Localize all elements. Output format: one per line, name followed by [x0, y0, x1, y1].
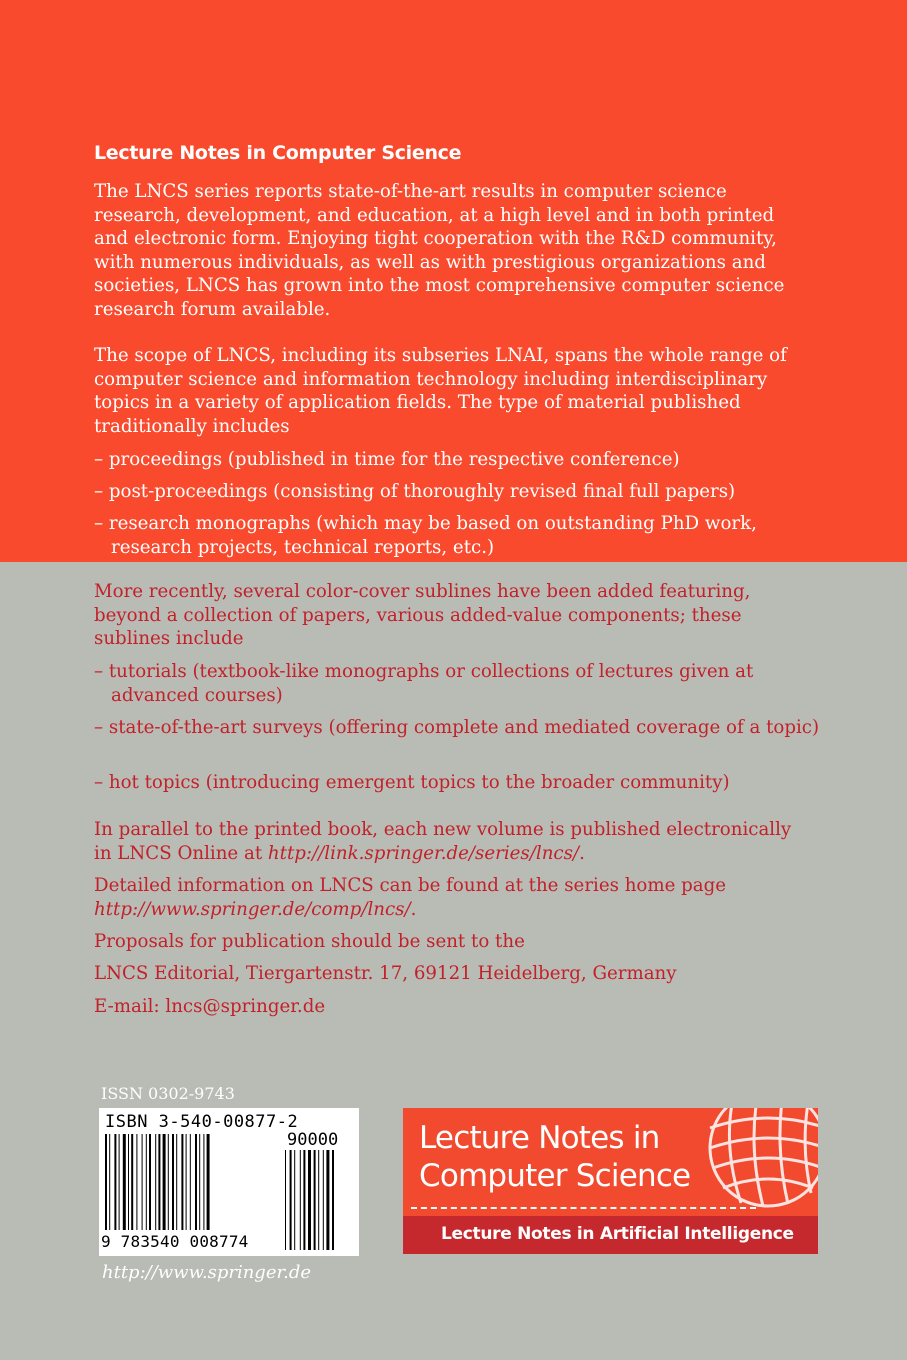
- addon-bar: [323, 1150, 324, 1250]
- barcode-bar: [190, 1134, 191, 1230]
- addon-bar: [318, 1150, 319, 1250]
- barcode-bar: [142, 1134, 143, 1230]
- online-link[interactable]: http://link.springer.de/series/lncs/: [267, 842, 580, 864]
- publisher-website[interactable]: http://www.springer.de: [102, 1262, 311, 1283]
- series-heading: Lecture Notes in Computer Science: [94, 142, 462, 164]
- barcode-bar: [109, 1134, 110, 1230]
- address-text: LNCS Editorial, Tiergartenstr. 17, 69121 Heidelberg, Germany: [94, 963, 677, 984]
- logo-subseries: Lecture Notes in Artificial Intelligence: [441, 1224, 794, 1244]
- barcode-bar: [168, 1134, 169, 1230]
- online-end: .: [579, 842, 585, 864]
- issn-number: ISSN 0302-9743: [101, 1084, 235, 1103]
- info-link[interactable]: http://www.springer.de/comp/lncs/: [94, 898, 411, 920]
- barcode-bar: [128, 1134, 129, 1230]
- barcode-bar: [136, 1134, 137, 1230]
- barcode-bar: [172, 1134, 174, 1230]
- addon-bar: [290, 1150, 292, 1250]
- email-text: E-mail: lncs@springer.de: [94, 996, 326, 1017]
- subline-item: – hot topics (introducing emergent topics to the broader community): [94, 772, 730, 793]
- addon-bar: [300, 1150, 301, 1250]
- proposals-text: Proposals for publication should be sent to the: [94, 931, 525, 952]
- globe-grid-icon: [693, 1108, 818, 1218]
- addon-bar: [285, 1150, 286, 1250]
- online-paragraph: [94, 818, 814, 865]
- addon-bar: [314, 1150, 316, 1250]
- barcode-bar: [207, 1134, 210, 1230]
- barcode-bar: [186, 1134, 187, 1230]
- barcode-bar: [114, 1134, 116, 1230]
- barcode-bar: [195, 1134, 197, 1230]
- intro-paragraph: The LNCS series reports state-of-the-art results in computer science research, development, and education, at a high level and in both printed and electronic form. Enjoying tight cooperation with the R&D community, with numerous individuals, as well as with prestigious organizations and societies, LNCS has grown into the most comprehensive computer science research forum available.: [94, 181, 785, 320]
- logo-line-1: Lecture Notes in: [419, 1120, 660, 1156]
- info-paragraph: [94, 874, 814, 921]
- material-item: – post-proceedings (consisting of thoroughly revised final full papers): [94, 481, 736, 502]
- info-text: Detailed information on LNCS can be found at the series home page: [94, 875, 727, 896]
- subline-item: – state-of-the-art surveys (offering complete and mediated coverage of a topic): [94, 717, 820, 738]
- info-end: .: [410, 898, 417, 920]
- barcode-bar: [181, 1134, 183, 1230]
- addon-bar: [326, 1150, 329, 1250]
- barcode-bar: [163, 1134, 166, 1230]
- barcode-bar: [203, 1134, 204, 1230]
- sublines-intro: More recently, several color-cover sublines have been added featuring, beyond a collection of papers, various added-value components; these sublines include: [94, 581, 751, 649]
- addon-bar: [303, 1150, 305, 1250]
- logo-line-2: Computer Science: [419, 1158, 691, 1194]
- addon-bar: [308, 1150, 311, 1250]
- scope-paragraph: The scope of LNCS, including its subseries LNAI, spans the whole range of computer science and information technology including interdisciplinary topics in a variety of application fields. The type of material published traditionally includes: [94, 345, 787, 437]
- barcode-bar: [131, 1134, 133, 1230]
- isbn-label: ISBN 3-540-00877-2: [105, 1112, 299, 1132]
- logo-divider: [411, 1207, 756, 1209]
- material-item: – research monographs (which may be based on outstanding PhD work, research projects, technical reports, etc.): [94, 513, 757, 558]
- barcode-bar: [149, 1134, 151, 1230]
- subline-item: – tutorials (textbook-like monographs or collections of lectures given at advanced courses): [94, 661, 754, 706]
- barcode-bar: [119, 1134, 120, 1230]
- barcode-bar: [123, 1134, 126, 1230]
- isbn-barcode: [99, 1108, 359, 1256]
- barcode-bar: [199, 1134, 200, 1230]
- lncs-logo: [403, 1108, 818, 1254]
- addon-bar: [332, 1150, 334, 1250]
- addon-code: 90000: [287, 1130, 339, 1150]
- barcode-bar: [158, 1134, 160, 1230]
- barcode-bar: [155, 1134, 156, 1230]
- barcode-bar: [146, 1134, 147, 1230]
- logo-subseries-band: [403, 1216, 818, 1254]
- barcode-bar: [176, 1134, 177, 1230]
- ean-number: 9 783540 008774: [101, 1232, 249, 1251]
- addon-bar: [294, 1150, 295, 1250]
- material-item: – proceedings (published in time for the respective conference): [94, 449, 680, 470]
- online-text: In parallel to the printed book, each new volume is published electronically in LNCS Online at: [94, 819, 792, 864]
- barcode-bar: [105, 1134, 107, 1230]
